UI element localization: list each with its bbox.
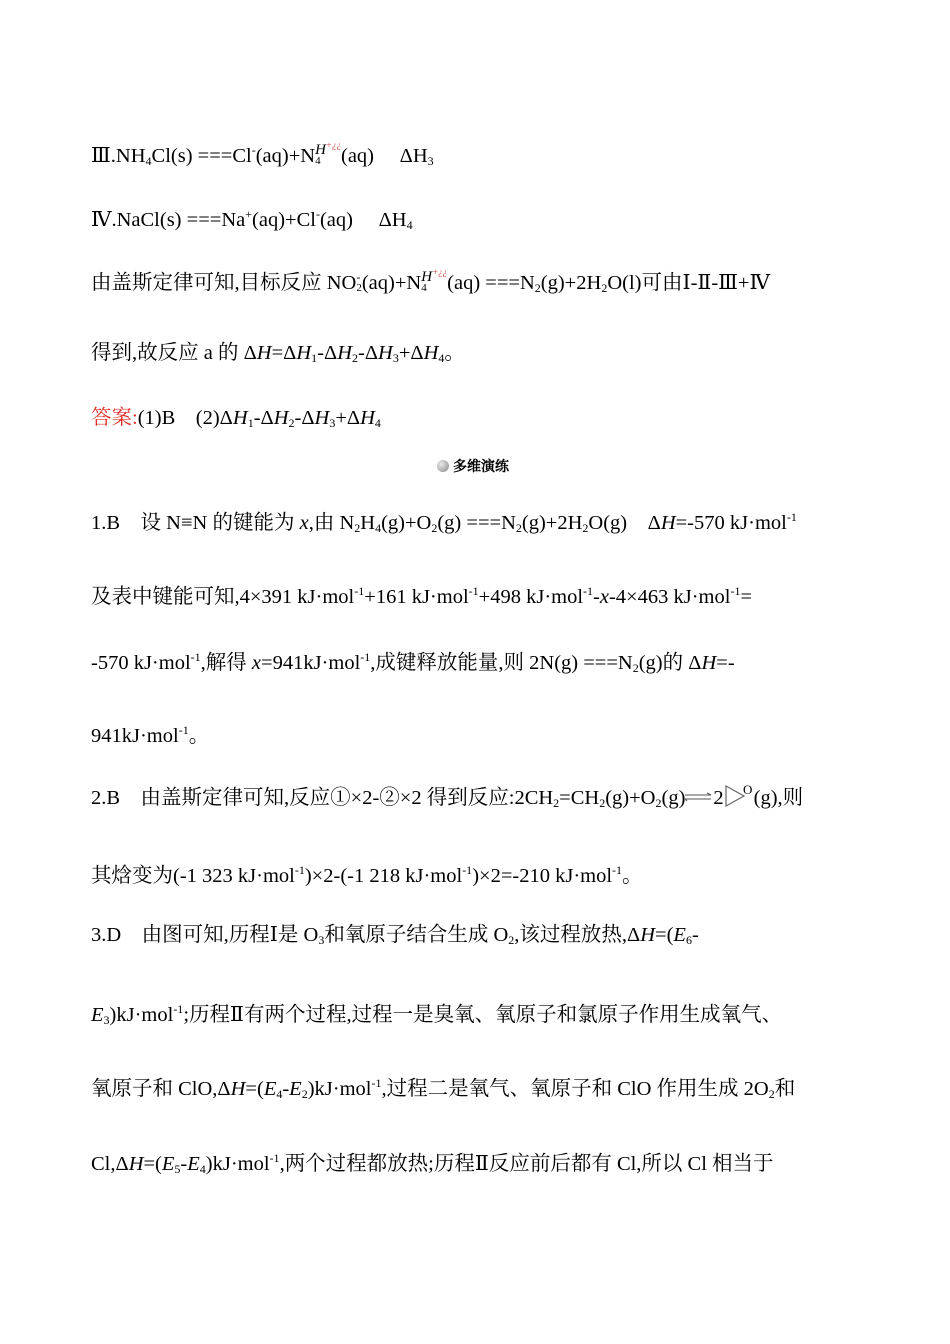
q1-line2: 及表中键能可知,4×391 kJ·mol$^{-1}$+161 kJ·mol$^{-1}$+498 kJ·mol$^{-1}$-x-4×463 kJ·mol$^{-1}$= xyxy=(91,584,753,608)
q2-line1: 2.B 由盖斯定律可知,反应①×2-②×2 得到反应$:2CH_2=CH_2(g)+O_2(g)$ 2 O (g),则 xyxy=(91,784,804,810)
equilibrium-arrow-icon xyxy=(685,792,713,802)
q3-line4: $Cl,\Delta H=(E_5-E_4)kJ\cdot mol^{-1}$,两个过程都放热;历程Ⅱ反应前后都有 Cl,所以 Cl 相当于 xyxy=(91,1151,774,1176)
section-heading: 多维演练 xyxy=(437,456,509,476)
q1-line1: 1.B 设 N≡N 的键能为 x,由 $N_2H_4(g)+O_2(g) ===N_2(g)+2H_2O(g)$ ΔH=-570 kJ·mol$^{-1}$ xyxy=(91,510,797,535)
svg-text:O: O xyxy=(742,784,753,797)
q3-line3: 氧原子和 $ClO,\Delta H=(E_4-E_2)kJ\cdot mol^{-1}$,过程二是氧气、氧原子和 ClO 作用生成 $2O_2$和 xyxy=(91,1076,796,1101)
q1-line3: -570 kJ·mol$^{-1}$,解得 x=941kJ·mol$^{-1}$,成键释放能量,则 $2N(g) ===N_2(g)$的 ΔH=- xyxy=(91,650,735,675)
hess-statement: 由盖斯定律可知,目标反应 NO - 2 (aq)+N H+¿¿ 4 $(aq) ===N_2(g)+2H_2O(l)$可由Ⅰ-Ⅱ-Ⅲ+Ⅳ xyxy=(91,267,770,295)
ammonium-ion: H+¿¿ 4 xyxy=(421,267,448,294)
equation-iii: $Ⅲ.NH_4Cl(s) ===Cl^-(aq)+N$ H+¿¿ 4 (aq) $\Delta H_3$ xyxy=(91,140,434,168)
q3-line1: 3.D 由图可知,历程Ⅰ是 $O_3$和氧原子结合生成 $O_2$,该过程放热$,\Delta H=(E_6-$ xyxy=(91,924,699,947)
hess-conclusion: 得到,故反应 a 的 $\Delta H=\Delta H_1-\Delta H_2-\Delta H_3+\Delta H_4$。 xyxy=(91,342,465,365)
section-bullet-icon xyxy=(437,460,449,472)
equation-iv: Ⅳ.NaCl(s) ===Na+(aq)+Cl-(aq) $\Delta H_4$ xyxy=(91,207,413,232)
q1-line4: 941kJ·mol$^{-1}$。 xyxy=(91,723,210,747)
q2-line2: 其焓变为(-1 323 kJ·mol$^{-1}$)×2-(-1 218 kJ·mol$^{-1}$)×2=-210 kJ·mol$^{-1}$。 xyxy=(91,863,643,887)
answer-line: 答案:(1)B $(2)\Delta H_1-\Delta H_2-\Delta H_3+\Delta H_4$ xyxy=(91,407,381,430)
q3-line2: $E_3)kJ\cdot mol^{-1}$;历程Ⅱ有两个过程,过程一是臭氧、氧原子和氯原子作用生成氧气、 xyxy=(91,1002,783,1027)
answer-label: 答案 xyxy=(91,407,132,429)
epoxide-ring-icon xyxy=(724,784,754,808)
ammonium-ion: H+¿¿ 4 xyxy=(315,140,341,167)
